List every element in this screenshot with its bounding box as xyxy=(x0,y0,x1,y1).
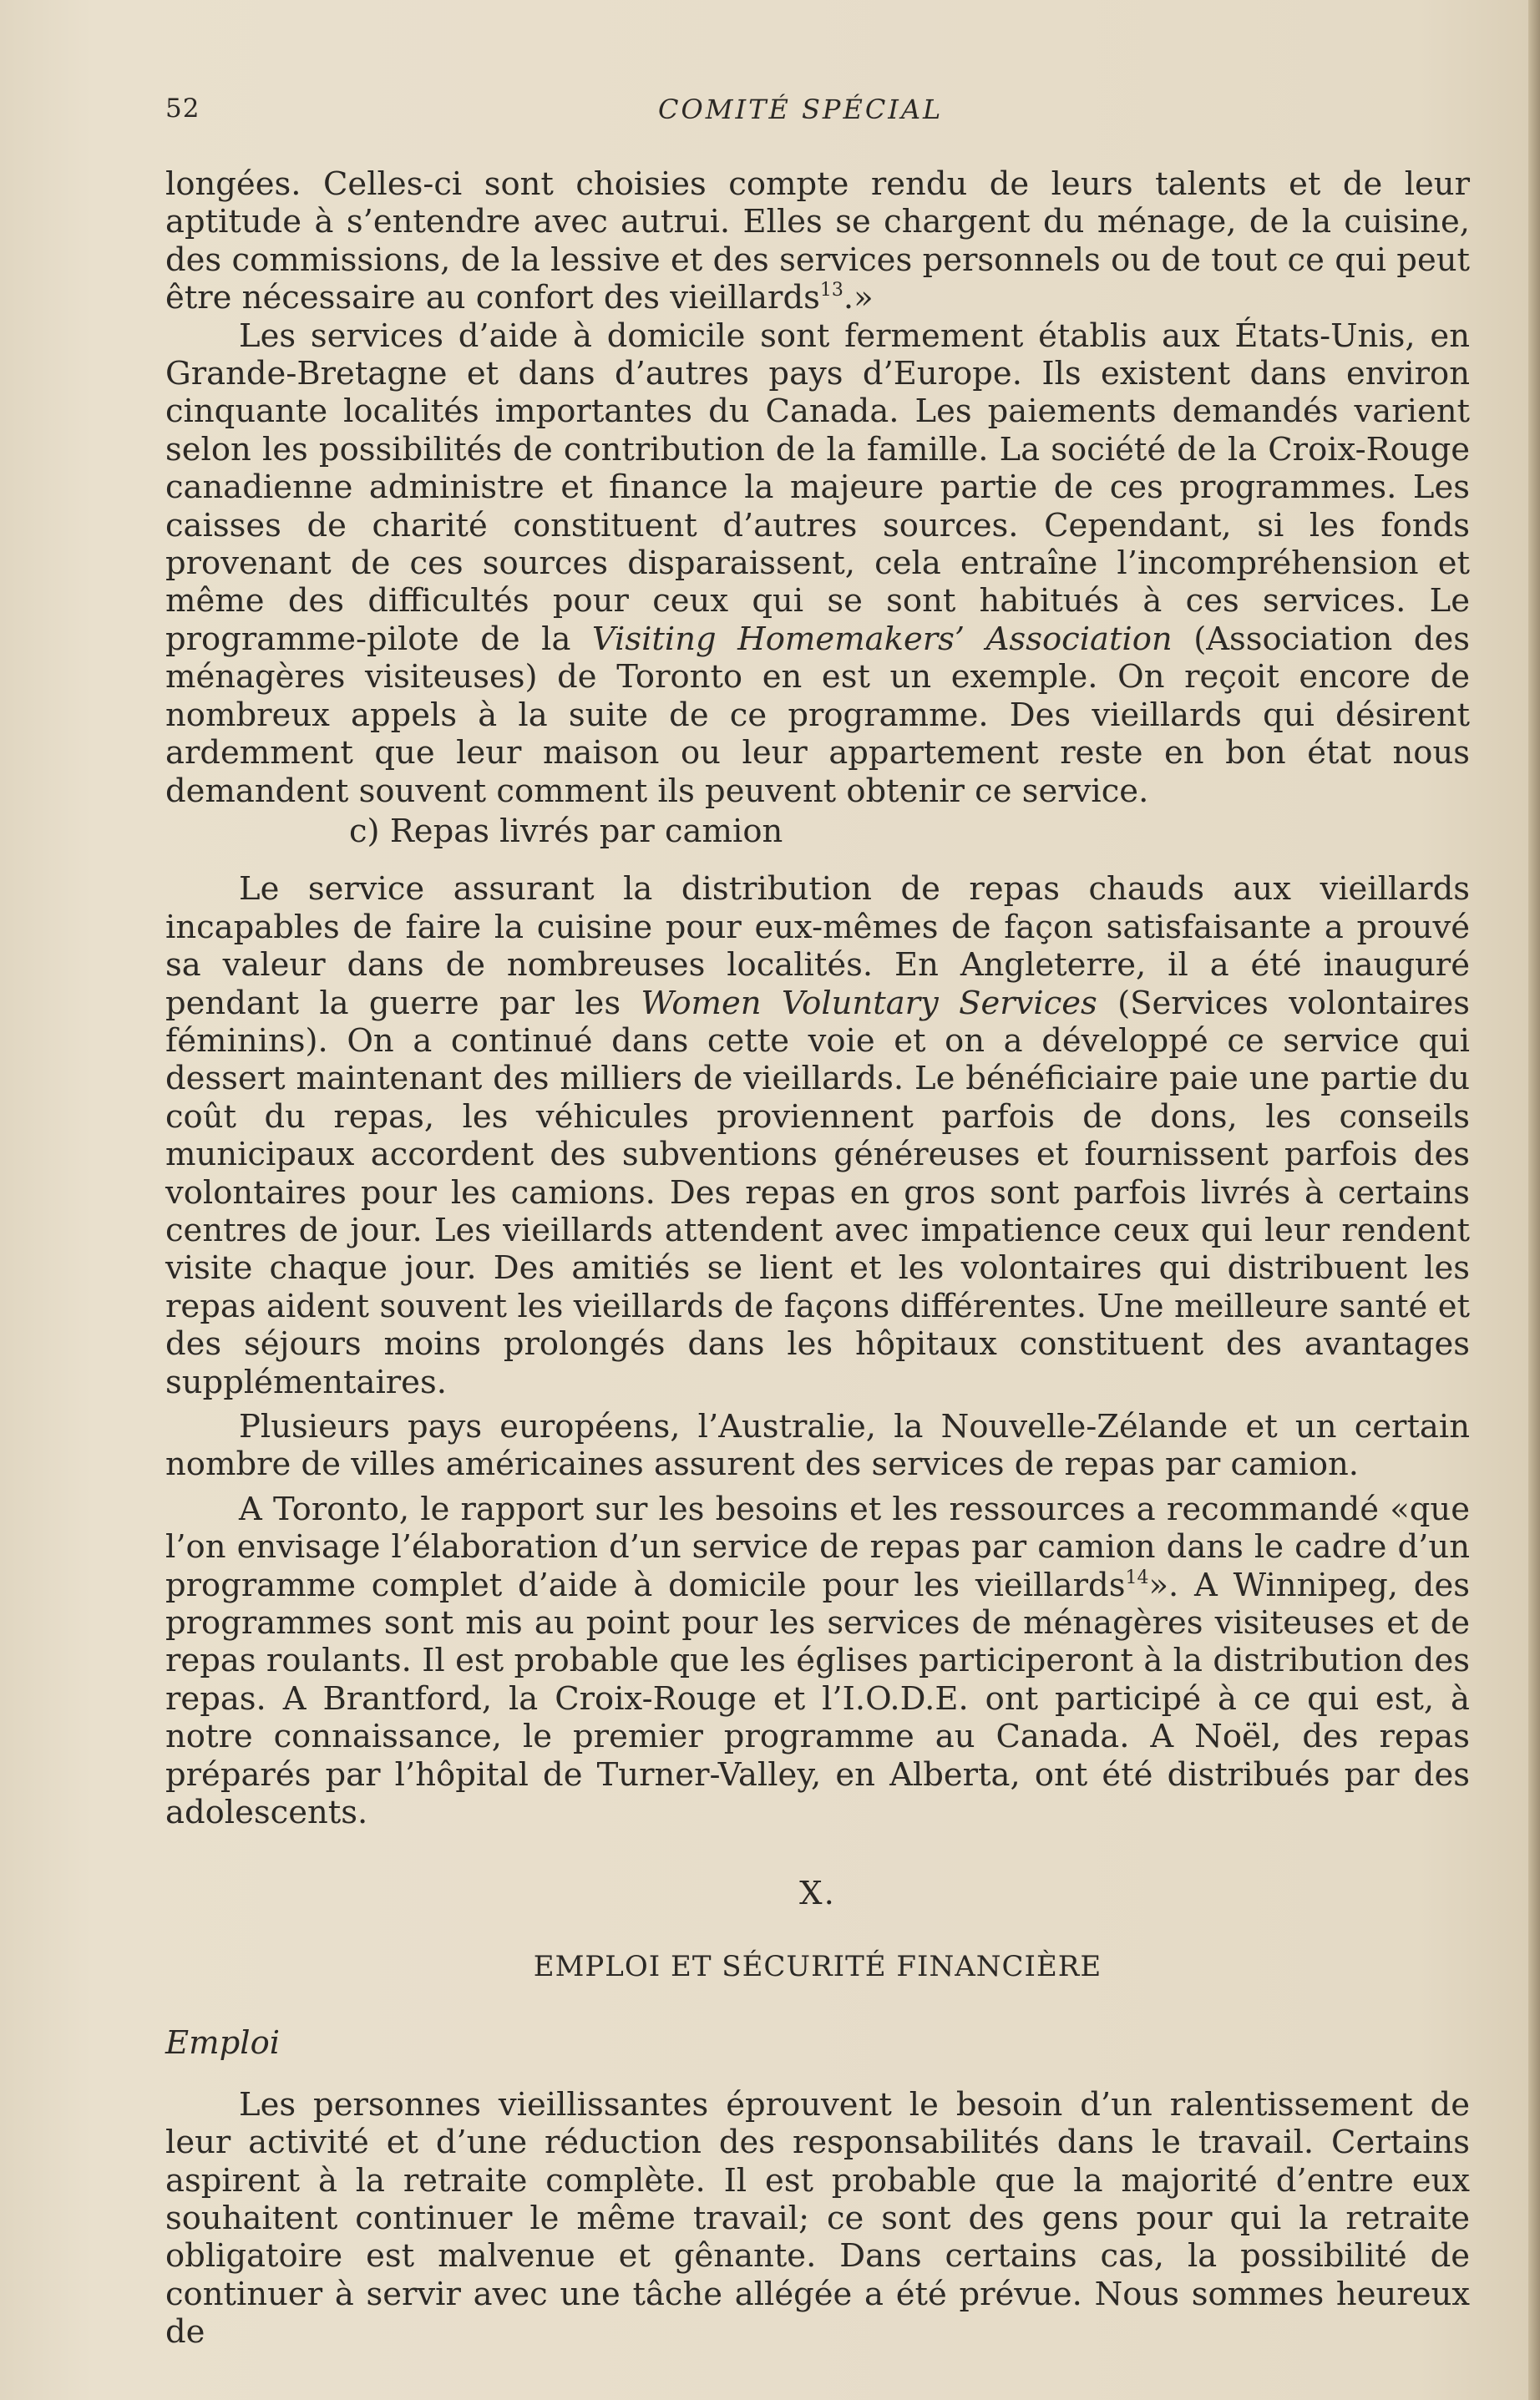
subheading-meals-on-wheels: c) Repas livrés par camion xyxy=(349,812,783,850)
section-title: EMPLOI ET SÉCURITÉ FINANCIÈRE xyxy=(533,1949,1102,1983)
paragraph-employment: Les personnes vieillissantes éprouvent le besoin d’un ralentissement de leur activité et d’une réduction des responsabilités dans le travail. Certains aspirent à la retraite complète. Il est probable que la majorité d’entre eux souhaitent continuer le même travail; ce sont des gens pour qui la retraite obligatoire est malvenue et gênante. Dans certains cas, la possibilité de continuer à servir avec une tâche allégée a été prévue. Nous sommes heureux de xyxy=(165,2085,1470,2352)
body-text xyxy=(165,165,1470,2352)
italic-org-name: Women Voluntary Services xyxy=(641,984,1097,1022)
page-number: 52 xyxy=(165,94,200,124)
section-number: X. xyxy=(799,1875,836,1913)
running-header xyxy=(165,94,1468,135)
paragraph-continuation: longées. Celles-ci sont choisies compte rendu de leurs talents et de leur aptitude à s’entendre avec autrui. Elles se chargent du ménage, de la cuisine, des commissions, de la lessive et des services personnels ou de tout ce qui peut être nécessaire au confort des vieillards$^{13}$.» xyxy=(165,165,1470,317)
footnote-ref-13: 13 xyxy=(819,280,843,301)
paragraph-toronto: A Toronto, le rapport sur les besoins et les ressources a recommandé «que l’on envisage l’élaboration d’un service de repas par camion dans le cadre d’un programme complet d’aide à domicile pour les vieillards$^{14}$». A Winnipeg, des programmes sont mis au point pour les services de ménagères visiteuses et de repas roulants. Il est probable que les églises participeront à la distribution des repas. A Brantford, la Croix-Rouge et l’I.O.D.E. ont participé à ce qui est, à notre connaissance, le premier programme au Canada. A Noël, des repas préparés par l’hôpital de Turner-Valley, en Alberta, ont été distribués par des adolescents. xyxy=(165,1490,1470,1832)
running-title: COMITÉ SPÉCIAL xyxy=(658,94,944,125)
footnote-ref-14: 14 xyxy=(1125,1567,1149,1588)
page-edge-shadow xyxy=(1528,0,1540,2400)
subheading-emploi: Emploi xyxy=(165,2024,281,2063)
paragraph-home-help-services: Les services d’aide à domicile sont fermement établis aux États-Unis, en Grande-Bretagne et dans d’autres pays d’Europe. Ils existent dans environ cinquante localités importantes du Canada. Les paiements demandés varient selon les possibilités de contribution de la famille. La société de la Croix-Rouge canadienne administre et finance la majeure partie de ces programmes. Les caisses de charité constituent d’autres sources. Cependant, si les fonds provenant de ces sources disparaissent, cela entraîne l’incompréhension et même des difficultés pour ceux qui se sont habitués à ces services. Le programme-pilote de la Visiting Homemakers’ Association (Association des ménagères visiteuses) de Toronto en est un exemple. On reçoit encore de nombreux appels à la suite de ce programme. Des vieillards qui désirent ardemment que leur maison ou leur appartement reste en bon état nous demandent souvent comment ils peuvent obtenir ce service. xyxy=(165,316,1470,810)
paragraph-hot-meals: Le service assurant la distribution de repas chauds aux vieillards incapables de faire la cuisine pour eux-mêmes de façon satisfaisante a prouvé sa valeur dans de nombreuses localités. En Angleterre, il a été inauguré pendant la guerre par les Women Voluntary Services (Services volontaires féminins). On a continué dans cette voie et on a développé ce service qui dessert maintenant des milliers de vieillards. Le bénéficiaire paie une partie du coût du repas, les véhicules proviennent parfois de dons, les conseils municipaux accordent des subventions généreuses et fournissent parfois des volontaires pour les camions. Des repas en gros sont parfois livrés à certains centres de jour. Les vieillards attendent avec impatience ceux qui leur rendent visite chaque jour. Des amitiés se lient et les volontaires qui distribuent les repas aident souvent les vieillards de façons différentes. Une meilleure santé et des séjours moins prolongés dans les hôpitaux constituent des avantages supplémentaires. xyxy=(165,870,1470,1401)
paragraph-countries: Plusieurs pays européens, l’Australie, la Nouvelle-Zélande et un certain nombre de villes américaines assurent des services de repas par camion. xyxy=(165,1408,1470,1484)
italic-org-name: Visiting Homemakers’ Association xyxy=(591,620,1173,658)
